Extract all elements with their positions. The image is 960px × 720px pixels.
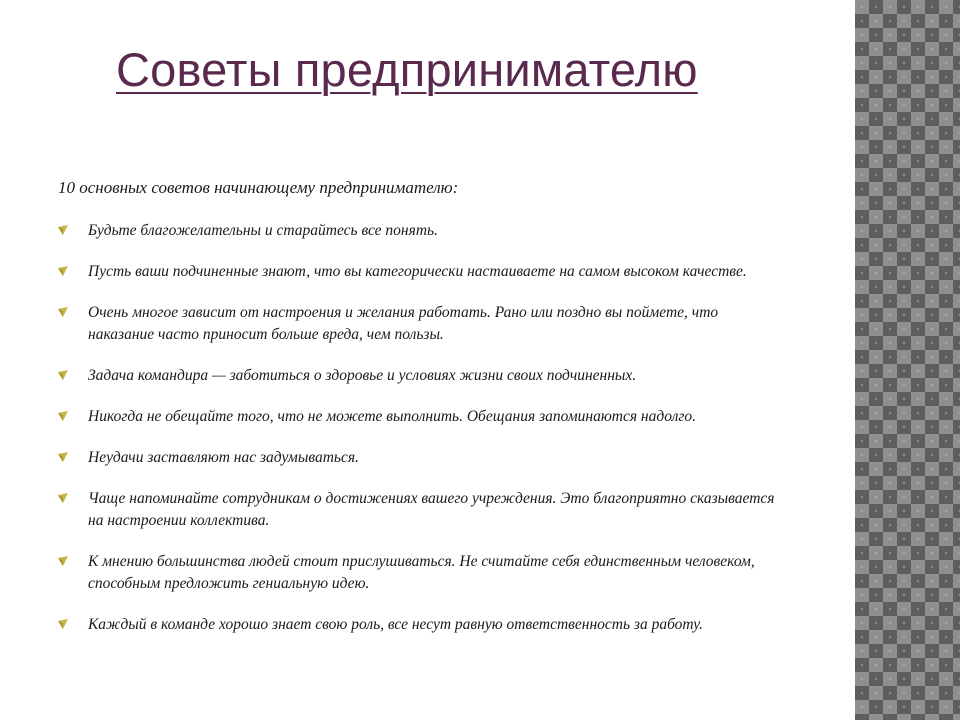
triangle-bullet-icon — [58, 556, 68, 566]
list-item — [58, 551, 788, 595]
triangle-bullet-icon — [58, 493, 68, 503]
tip-text: Каждый в команде хорошо знает свою роль, все несут равную ответственность за работу. — [88, 616, 703, 633]
intro-text: 10 основных советов начинающему предпринимателю: — [58, 178, 459, 197]
slide-title: Советы предпринимателю — [116, 43, 698, 96]
decorative-side-pattern — [855, 0, 960, 720]
tip-text: Чаще напоминайте сотрудникам о достижениях вашего учреждения. Это благоприятно сказывается на настроении коллектива. — [88, 490, 775, 529]
tips-list — [58, 220, 788, 655]
tip-text: Неудачи заставляют нас задумываться. — [88, 449, 359, 466]
list-item — [58, 614, 788, 636]
tip-text: Никогда не обещайте того, что не можете выполнить. Обещания запоминаются надолго. — [88, 408, 697, 425]
tip-text: Будьте благожелательны и старайтесь все понять. — [88, 222, 438, 239]
list-item — [58, 261, 788, 283]
triangle-bullet-icon — [58, 411, 68, 421]
triangle-bullet-icon — [58, 266, 68, 276]
tip-text: Пусть ваши подчиненные знают, что вы категорически настаиваете на самом высоком качестве. — [88, 263, 747, 280]
triangle-bullet-icon — [58, 619, 68, 629]
tip-text: К мнению большинства людей стоит прислушиваться. Не считайте себя единственным человеком, способным предложить гениальную идею. — [88, 553, 755, 592]
tip-text: Задача командира — заботиться о здоровье и условиях жизни своих подчиненных. — [88, 367, 637, 384]
list-item — [58, 406, 788, 428]
list-item — [58, 447, 788, 469]
list-item — [58, 220, 788, 242]
triangle-bullet-icon — [58, 370, 68, 380]
triangle-bullet-icon — [58, 225, 68, 235]
tip-text: Очень многое зависит от настроения и желания работать. Рано или поздно вы поймете, что наказание часто приносит больше вреда, чем пользы. — [88, 304, 719, 343]
triangle-bullet-icon — [58, 452, 68, 462]
list-item — [58, 488, 788, 532]
list-item — [58, 302, 788, 346]
list-item — [58, 365, 788, 387]
triangle-bullet-icon — [58, 307, 68, 317]
